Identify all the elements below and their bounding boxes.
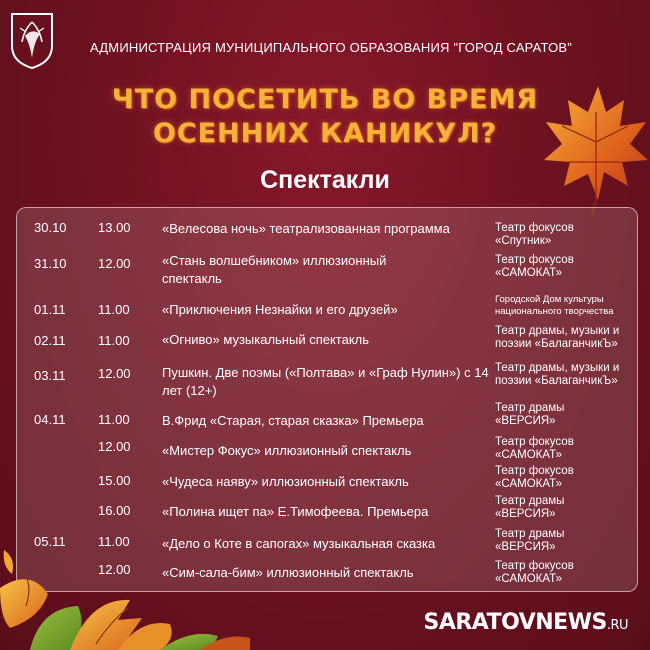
headline-line-1: ЧТО ПОСЕТИТЬ ВО ВРЕМЯ [111,84,539,115]
event-venue: Театр драмы «ВЕРСИЯ» [495,528,565,553]
event-venue: Театр драмы «ВЕРСИЯ» [495,402,565,427]
event-title: «Чудеса наяву» иллюзионный спектакль [162,474,409,489]
event-venue: Театр драмы, музыки и поэзии «БалаганчикЪ» [495,325,620,350]
event-time: 12.00 [98,366,131,381]
event-venue: Городской Дом культуры национального творчества [495,294,614,317]
event-date: 04.11 [34,412,66,427]
brand-main: SARATOVNEWS [423,610,607,635]
headline-line-2: ОСЕННИХ КАНИКУЛ? [152,118,498,149]
event-venue: Театр фокусов «Спутник» [495,222,574,247]
event-date: 05.11 [34,534,66,549]
event-time: 12.00 [98,562,131,577]
organization-title: АДМИНИСТРАЦИЯ МУНИЦИПАЛЬНОГО ОБРАЗОВАНИЯ "ГОРОД САРАТОВ" [90,40,573,55]
event-time: 11.00 [98,412,130,427]
event-time: 13.00 [98,220,131,235]
event-venue: Театр драмы, музыки и поэзии «БалаганчикЪ» [495,362,620,387]
event-venue: Театр фокусов «САМОКАТ» [495,560,574,585]
event-venue: Театр фокусов «САМОКАТ» [495,254,574,279]
event-title: «Дело о Коте в сапогах» музыкальная сказка [162,536,436,551]
event-date: 01.11 [34,302,66,317]
event-time: 16.00 [98,503,131,518]
event-date: 31.10 [34,256,67,271]
event-venue: Театр драмы «ВЕРСИЯ» [495,495,565,520]
maple-leaf-icon [538,82,650,217]
event-time: 11.00 [98,302,130,317]
event-date: 30.10 [34,220,67,235]
event-title: «Стань волшебником» иллюзионный спектакль [162,253,387,286]
event-time: 12.00 [98,256,131,271]
event-venue: Театр фокусов «САМОКАТ» [495,436,574,461]
event-time: 11.00 [98,534,130,549]
event-date: 03.11 [34,368,66,383]
event-title: «Огниво» музыкальный спектакль [162,332,370,347]
autumn-leaves-icon [0,548,250,650]
event-time: 15.00 [98,473,131,488]
event-title: «Велесова ночь» театрализованная программа [162,221,450,236]
crest-icon [10,12,54,70]
event-venue: Театр фокусов «САМОКАТ» [495,465,574,490]
event-title: Пушкин. Две поэмы («Полтава» и «Граф Нулин») с 14 лет (12+) [162,365,489,398]
event-title: «Приключения Незнайки и его друзей» [162,302,398,317]
event-title: В.Фрид «Старая, старая сказка» Премьера [162,413,424,428]
event-title: «Полина ищет па» Е.Тимофеева. Премьера [162,504,429,519]
event-title: «Сим-сала-бим» иллюзионный спектакль [162,565,414,580]
brand-suffix: .RU [606,618,628,633]
brand-logo [423,610,628,635]
event-date: 02.11 [34,333,66,348]
event-time: 12.00 [98,439,131,454]
event-title: «Мистер Фокус» иллюзионный спектакль [162,443,412,458]
event-time: 11.00 [98,333,130,348]
section-title: Спектакли [260,166,390,194]
